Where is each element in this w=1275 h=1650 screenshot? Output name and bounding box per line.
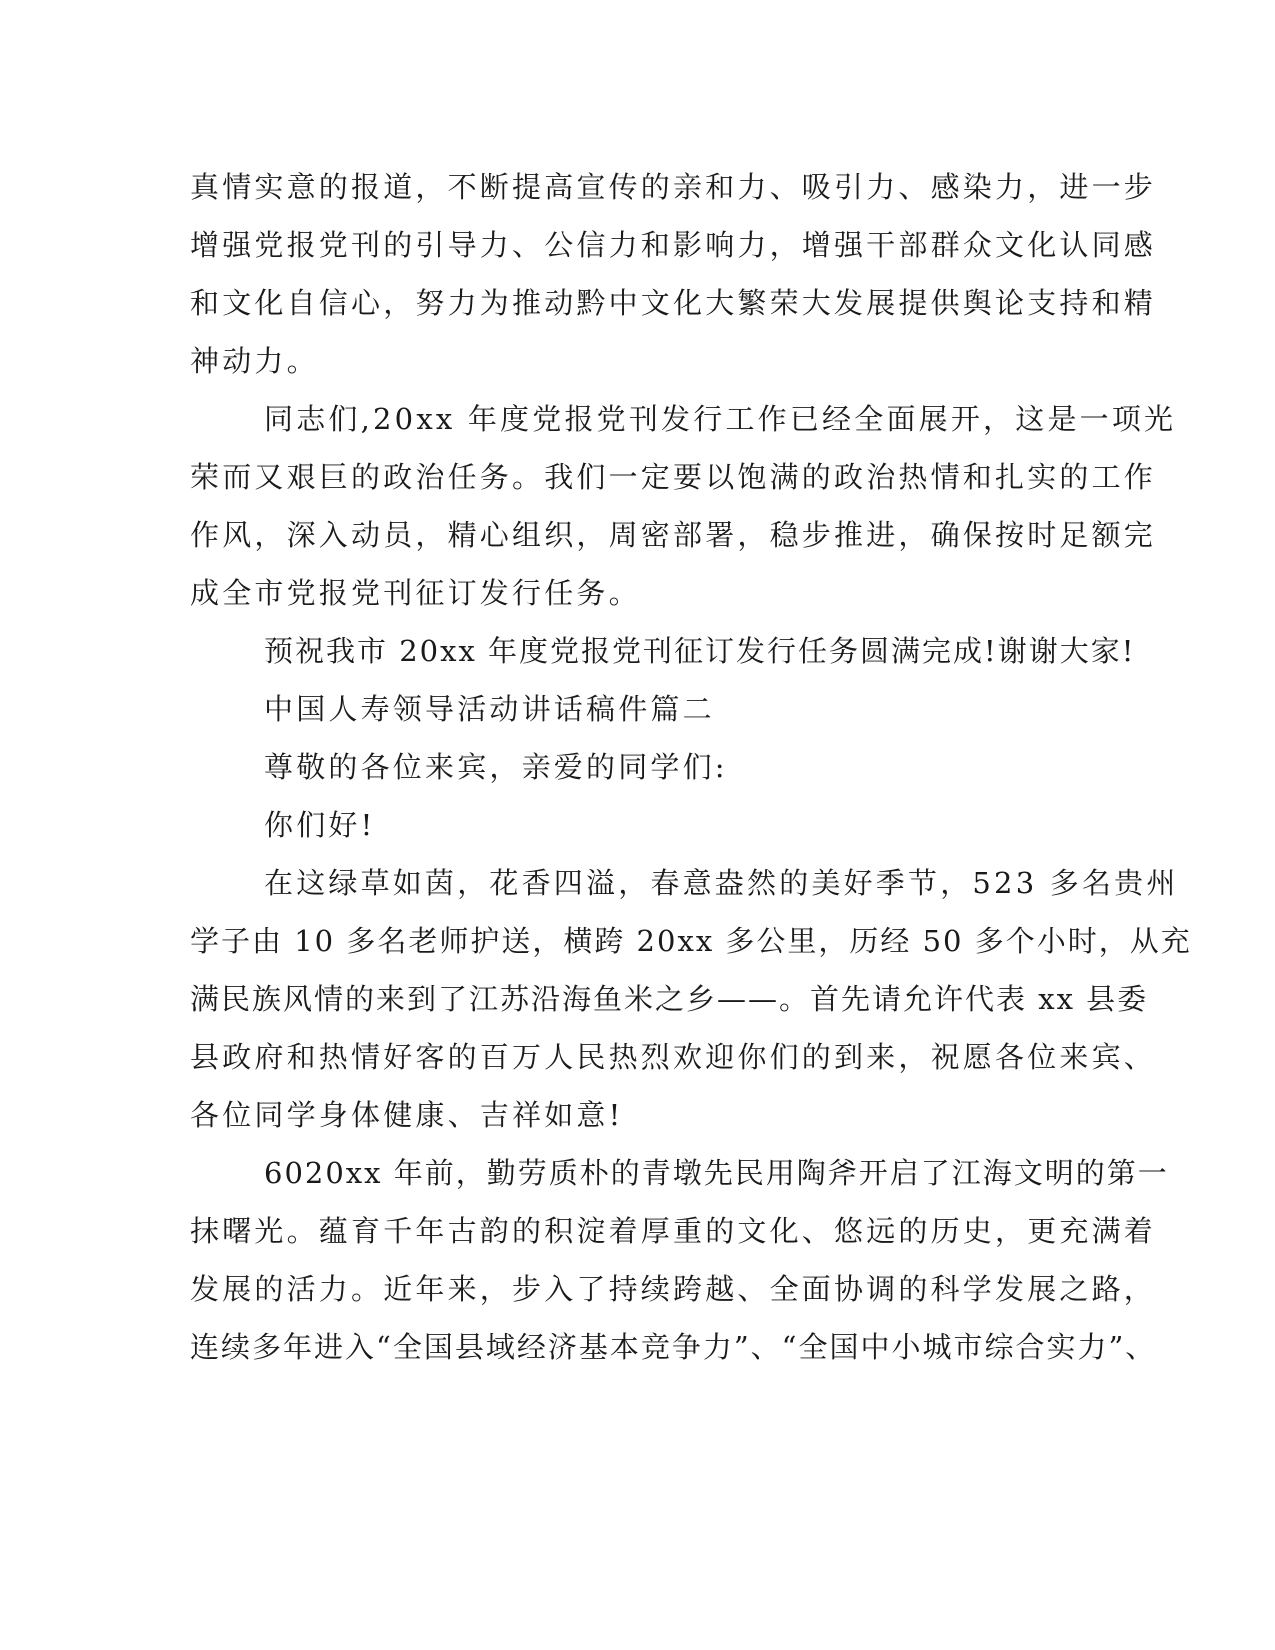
body-line: 发展的活力。近年来，步入了持续跨越、全面协调的科学发展之路，: [190, 1272, 1157, 1306]
body-line: 抹曙光。蕴育千年古韵的积淀着厚重的文化、悠远的历史，更充满着: [190, 1214, 1157, 1248]
document-body: [190, 158, 1192, 1376]
salutation: 尊敬的各位来宾，亲爱的同学们:: [264, 750, 728, 784]
body-line: 真情实意的报道，不断提高宣传的亲和力、吸引力、感染力，进一步: [190, 170, 1157, 204]
body-line: 荣而又艰巨的政治任务。我们一定要以饱满的政治热情和扎实的工作: [190, 460, 1157, 494]
section-title: 中国人寿领导活动讲话稿件篇二: [264, 692, 715, 726]
body-line: 满民族风情的来到了江苏沿海鱼米之乡——。首先请允许代表 xx 县委: [190, 982, 1149, 1016]
body-line: 各位同学身体健康、吉祥如意!: [190, 1098, 624, 1132]
body-line: 成全市党报党刊征订发行任务。: [190, 576, 641, 610]
body-line: 在这绿草如茵，花香四溢，春意盎然的美好季节，523 多名贵州: [264, 866, 1179, 900]
body-line: 县政府和热情好客的百万人民热烈欢迎你们的到来，祝愿各位来宾、: [190, 1040, 1157, 1074]
greeting: 你们好!: [264, 808, 376, 842]
body-line: 学子由 10 多名老师护送，横跨 20xx 多公里，历经 50 多个小时，从充: [190, 924, 1192, 958]
body-line: 预祝我市 20xx 年度党报党刊征订发行任务圆满完成!谢谢大家!: [264, 634, 1136, 668]
body-line: 6020xx 年前，勤劳质朴的青墩先民用陶斧开启了江海文明的第一: [264, 1156, 1169, 1190]
body-line: 作风，深入动员，精心组织，周密部署，稳步推进，确保按时足额完: [190, 518, 1157, 552]
body-line: 增强党报党刊的引导力、公信力和影响力，增强干部群众文化认同感: [190, 228, 1157, 262]
body-line: 同志们,20xx 年度党报党刊发行工作已经全面展开，这是一项光: [264, 402, 1177, 436]
body-line: 和文化自信心，努力为推动黔中文化大繁荣大发展提供舆论支持和精: [190, 286, 1157, 320]
body-line: 神动力。: [190, 344, 319, 378]
body-line: 连续多年进入“全国县域经济基本竞争力”、“全国中小城市综合实力”、: [190, 1330, 1157, 1364]
